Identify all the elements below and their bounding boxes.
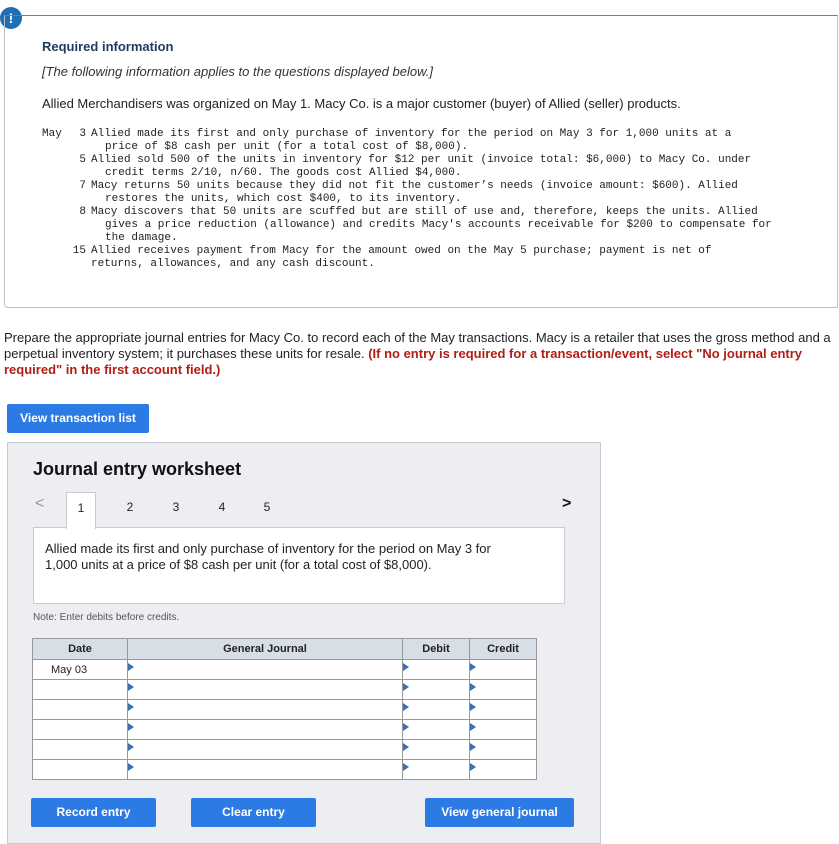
table-row <box>33 700 537 720</box>
date-header: Date <box>33 639 128 660</box>
tab-4[interactable]: 4 <box>218 500 226 514</box>
transaction-description: Allied made its first and only purchase of inventory for the period on May 3 for 1,000 units at a price of $8 cash per unit (for a total cost of $8,000). <box>45 541 491 572</box>
account-select[interactable] <box>128 720 403 740</box>
dropdown-arrow-icon <box>470 683 476 691</box>
clear-entry-button[interactable]: Clear entry <box>191 798 316 827</box>
account-select[interactable] <box>128 760 403 780</box>
view-transaction-list-button[interactable]: View transaction list <box>7 404 149 433</box>
view-general-journal-button[interactable]: View general journal <box>425 798 574 827</box>
next-page-icon[interactable]: > <box>562 495 572 512</box>
transaction-day: 15 <box>72 245 86 257</box>
debit-input[interactable] <box>403 760 470 780</box>
debit-credit-note: Note: Enter debits before credits. <box>33 612 180 623</box>
transaction-month: May <box>42 128 62 140</box>
transaction-day: 3 <box>79 128 86 140</box>
account-select[interactable] <box>128 660 403 680</box>
transaction-line: Allied receives payment from Macy for the amount owed on the May 5 purchase; payment is net of <box>91 245 712 257</box>
transaction-text <box>91 154 807 180</box>
general-journal-header: General Journal <box>128 639 403 660</box>
prev-page-icon[interactable]: < <box>35 495 45 512</box>
debit-input[interactable] <box>403 720 470 740</box>
credit-input[interactable] <box>470 680 537 700</box>
transaction-line: the damage. <box>105 232 178 244</box>
account-select[interactable] <box>128 680 403 700</box>
transaction-day: 8 <box>79 206 86 218</box>
dropdown-arrow-icon <box>128 763 134 771</box>
dropdown-arrow-icon <box>128 723 134 731</box>
date-cell[interactable] <box>33 740 128 760</box>
date-cell[interactable] <box>33 720 128 740</box>
prompt-instruction: (If no entry is required for a transaction/event, select "No journal entry required" in the first account field.) <box>4 346 803 377</box>
transaction-line: Macy discovers that 50 units are scuffed but are still of use and, therefore, keeps the units. Allied <box>91 206 758 218</box>
tab-2[interactable]: 2 <box>126 500 134 514</box>
dropdown-arrow-icon <box>403 663 409 671</box>
debit-header: Debit <box>403 639 470 660</box>
credit-input[interactable] <box>470 740 537 760</box>
date-cell[interactable]: May 03 <box>33 660 128 680</box>
transaction-line: restores the units, which cost $400, to its inventory. <box>105 193 462 205</box>
dropdown-arrow-icon <box>470 763 476 771</box>
dropdown-arrow-icon <box>403 743 409 751</box>
dropdown-arrow-icon <box>470 723 476 731</box>
record-entry-button[interactable]: Record entry <box>31 798 156 827</box>
debit-input[interactable] <box>403 680 470 700</box>
table-row <box>33 720 537 740</box>
credit-input[interactable] <box>470 760 537 780</box>
question-prompt <box>4 330 834 378</box>
account-select[interactable] <box>128 740 403 760</box>
credit-header: Credit <box>470 639 537 660</box>
date-cell[interactable] <box>33 680 128 700</box>
transaction-day: 7 <box>79 180 86 192</box>
dropdown-arrow-icon <box>128 683 134 691</box>
transaction-text <box>91 128 807 154</box>
dropdown-arrow-icon <box>403 723 409 731</box>
prompt-text: Prepare the appropriate journal entries for Macy Co. to record each of the May transactions. Macy is a retailer that uses the gross method and a perpetual inventory system; it purchases these units for resale. <box>4 330 831 361</box>
required-info-title: Required information <box>42 39 174 54</box>
tab-1[interactable]: 1 <box>66 492 96 529</box>
table-row <box>33 740 537 760</box>
required-info-intro: Allied Merchandisers was organized on May 1. Macy Co. is a major customer (buyer) of Allied (seller) products. <box>42 96 681 111</box>
date-cell[interactable] <box>33 700 128 720</box>
table-row <box>33 660 537 680</box>
transaction-text <box>91 180 807 206</box>
worksheet-title: Journal entry worksheet <box>33 459 242 479</box>
tab-5[interactable]: 5 <box>263 500 271 514</box>
transaction-text <box>91 206 807 245</box>
journal-table <box>32 638 537 780</box>
dropdown-arrow-icon <box>128 703 134 711</box>
credit-input[interactable] <box>470 660 537 680</box>
table-row <box>33 760 537 780</box>
transaction-line: Macy returns 50 units because they did not fit the customer’s needs (invoice amount: $600). Allied <box>91 180 738 192</box>
credit-input[interactable] <box>470 700 537 720</box>
transaction-line: returns, allowances, and any cash discount. <box>91 258 375 270</box>
tab-3[interactable]: 3 <box>172 500 180 514</box>
transaction-text <box>91 245 807 271</box>
date-cell[interactable] <box>33 760 128 780</box>
alert-icon: ! <box>0 7 22 29</box>
dropdown-arrow-icon <box>470 663 476 671</box>
account-select[interactable] <box>128 700 403 720</box>
transaction-line: Allied sold 500 of the units in inventory for $12 per unit (invoice total: $6,000) to Macy Co. under <box>91 154 752 166</box>
transaction-line: credit terms 2/10, n/60. The goods cost Allied $4,000. <box>105 167 462 179</box>
table-row <box>33 680 537 700</box>
transaction-line: Allied made its first and only purchase of inventory for the period on May 3 for 1,000 units at a <box>91 128 732 140</box>
dropdown-arrow-icon <box>128 663 134 671</box>
dropdown-arrow-icon <box>470 703 476 711</box>
debit-input[interactable] <box>403 700 470 720</box>
debit-input[interactable] <box>403 740 470 760</box>
dropdown-arrow-icon <box>403 703 409 711</box>
required-info-subtitle: [The following information applies to the questions displayed below.] <box>42 64 433 79</box>
dropdown-arrow-icon <box>128 743 134 751</box>
credit-input[interactable] <box>470 720 537 740</box>
dropdown-arrow-icon <box>403 683 409 691</box>
dropdown-arrow-icon <box>403 763 409 771</box>
dropdown-arrow-icon <box>470 743 476 751</box>
transaction-day: 5 <box>79 154 86 166</box>
transaction-line: gives a price reduction (allowance) and credits Macy's accounts receivable for $200 to compensate for <box>105 219 772 231</box>
debit-input[interactable] <box>403 660 470 680</box>
transaction-line: price of $8 cash per unit (for a total cost of $8,000). <box>105 141 469 153</box>
